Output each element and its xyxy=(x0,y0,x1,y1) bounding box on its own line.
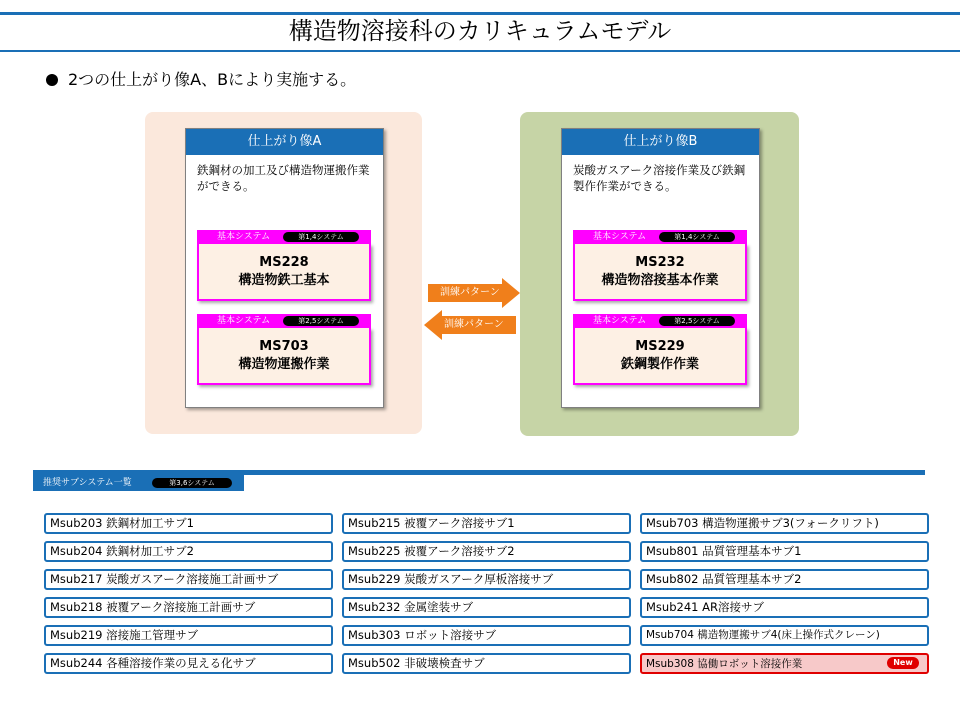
arrow-left-head-icon xyxy=(424,310,442,340)
subsystem-item-new xyxy=(640,653,929,674)
arrow-right-head-icon xyxy=(502,278,520,308)
system-bar xyxy=(197,314,371,328)
system-box-a1 xyxy=(197,230,371,301)
intro-line xyxy=(46,70,356,90)
card-description-a: 鉄鋼材の加工及び構造物運搬作業ができる。 xyxy=(197,163,370,193)
recommended-label: 推奨サブシステム一覧 xyxy=(43,478,132,488)
system-box-b2 xyxy=(573,314,747,385)
title-rule-bottom xyxy=(0,50,960,52)
system-label: 基本システム xyxy=(593,232,647,242)
card-description-b: 炭酸ガスアーク溶接作業及び鉄鋼製作作業ができる。 xyxy=(573,163,746,193)
subsystem-new-text: Msub308 協働ロボット溶接作業 xyxy=(646,658,803,670)
system-body xyxy=(573,328,747,385)
subsystem-item: Msub802 品質管理基本サブ2 xyxy=(640,569,929,590)
subsystem-item: Msub241 AR溶接サブ xyxy=(640,597,929,618)
subsystem-item: Msub225 被覆アーク溶接サブ2 xyxy=(342,541,631,562)
system-name: 構造物鉄工基本 xyxy=(238,273,330,288)
subsystem-item: Msub303 ロボット溶接サブ xyxy=(342,625,631,646)
system-badge: 第2,5システム xyxy=(283,316,359,326)
subsystem-item: Msub217 炭酸ガスアーク溶接施工計画サブ xyxy=(44,569,333,590)
system-label: 基本システム xyxy=(217,316,271,326)
arrow-right-label: 訓練パターン xyxy=(440,287,500,298)
system-bar xyxy=(197,230,371,244)
subsystem-item: Msub801 品質管理基本サブ1 xyxy=(640,541,929,562)
system-bar xyxy=(573,230,747,244)
arrow-left xyxy=(424,310,516,340)
subsystem-item: Msub704 構造物運搬サブ4(床上操作式クレーン) xyxy=(640,625,929,646)
card-image-b xyxy=(561,128,760,408)
intro-text: 2つの仕上がり像A、Bにより実施する。 xyxy=(68,70,357,89)
system-body xyxy=(197,244,371,301)
arrow-left-label: 訓練パターン xyxy=(444,319,504,330)
card-header-a: 仕上がり像A xyxy=(186,129,383,155)
system-code: MS229 xyxy=(635,339,685,354)
subsystem-item: Msub218 被覆アーク溶接施工計画サブ xyxy=(44,597,333,618)
system-code: MS228 xyxy=(259,255,309,270)
recommended-badge: 第3,6システム xyxy=(152,478,232,488)
system-badge: 第1,4システム xyxy=(283,232,359,242)
subsystem-item: Msub219 溶接施工管理サブ xyxy=(44,625,333,646)
subsystem-item: Msub203 鉄鋼材加工サブ1 xyxy=(44,513,333,534)
subsystem-item: Msub229 炭酸ガスアーク厚板溶接サブ xyxy=(342,569,631,590)
system-badge: 第1,4システム xyxy=(659,232,735,242)
system-code: MS232 xyxy=(635,255,685,270)
subsystem-item: Msub215 被覆アーク溶接サブ1 xyxy=(342,513,631,534)
page-title: 構造物溶接科のカリキュラムモデル xyxy=(288,17,672,45)
system-name: 鉄鋼製作作業 xyxy=(620,357,699,372)
card-image-a xyxy=(185,128,384,408)
subsystem-item: Msub703 構造物運搬サブ3(フォークリフト) xyxy=(640,513,929,534)
bullet-icon xyxy=(46,74,58,86)
system-body xyxy=(573,244,747,301)
new-badge: New xyxy=(887,657,919,669)
system-bar xyxy=(573,314,747,328)
system-box-a2 xyxy=(197,314,371,385)
system-box-b1 xyxy=(573,230,747,301)
system-name: 構造物運搬作業 xyxy=(238,357,330,372)
system-body xyxy=(197,328,371,385)
card-header-b: 仕上がり像B xyxy=(562,129,759,155)
subsystem-item: Msub244 各種溶接作業の見える化サブ xyxy=(44,653,333,674)
subsystem-item: Msub204 鉄鋼材加工サブ2 xyxy=(44,541,333,562)
subsystem-item: Msub232 金属塗装サブ xyxy=(342,597,631,618)
subsystem-item: Msub502 非破壊検査サブ xyxy=(342,653,631,674)
system-code: MS703 xyxy=(259,339,309,354)
arrow-right xyxy=(428,278,520,308)
system-label: 基本システム xyxy=(593,316,647,326)
system-label: 基本システム xyxy=(217,232,271,242)
system-name: 構造物溶接基本作業 xyxy=(601,273,719,288)
system-badge: 第2,5システム xyxy=(659,316,735,326)
